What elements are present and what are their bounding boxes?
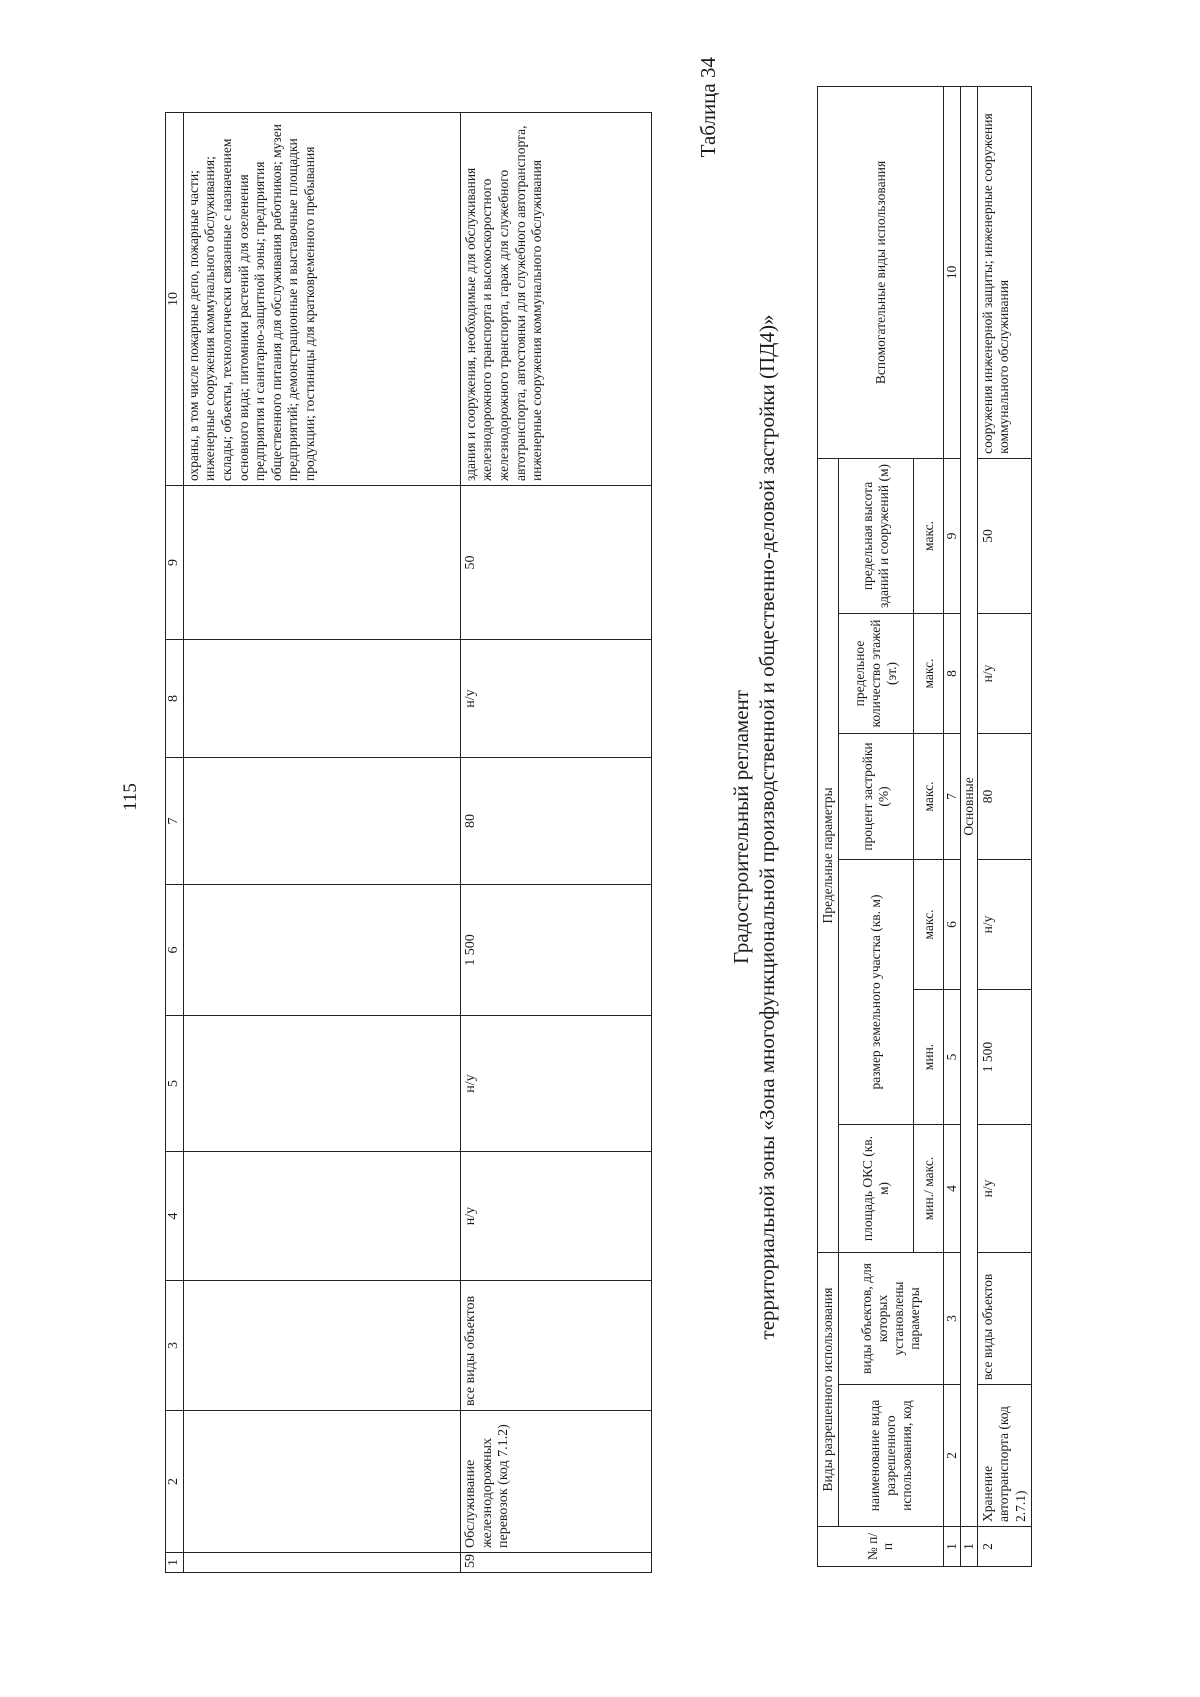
continued-regulation-table	[165, 112, 652, 1573]
col-number: 10	[166, 113, 184, 486]
col-number: 3	[166, 1281, 184, 1411]
zone-regulation-table	[817, 86, 1032, 1567]
col-number: 10	[943, 86, 960, 458]
floor-limit-header: предельное количество этажей (эт.)	[838, 614, 913, 734]
column-number-row	[166, 113, 184, 1573]
col-number: 8	[943, 614, 960, 734]
col-number: 1	[166, 1553, 184, 1573]
col-number: 7	[166, 758, 184, 885]
col-number: 3	[943, 1253, 960, 1385]
row-number: 59	[460, 1553, 651, 1573]
section-row	[961, 86, 978, 1566]
plot-max: 1 500	[460, 885, 651, 1016]
permitted-uses-header: Виды разрешенного использования	[818, 1253, 839, 1527]
col-number: 6	[166, 885, 184, 1016]
table-label-text: Таблица 34	[696, 57, 720, 158]
floors-subheader: макс.	[914, 614, 944, 734]
floor-limit: н/у	[460, 640, 651, 758]
use-name: Хранение автотранспорта (код 2.7.1)	[978, 1385, 1032, 1527]
table-row	[978, 86, 1032, 1566]
object-types: все виды объектов	[460, 1281, 651, 1411]
height-limit: 50	[460, 486, 651, 640]
oks-area-header: площадь ОКС (кв. м)	[838, 1125, 913, 1253]
page-number: 115	[120, 783, 141, 811]
continued-aux-uses: охраны, в том числе пожарные депо, пожарные части; инженерные сооружения коммунального обслуживания; склады; объекты, технологически связанные с назначением основного вида; питомники растений для озеленения предприятия и санитарно-защитной зоны; предприятия общественного питания для обслуживания работников; музеи предприятий; демонстрационные и выставочные площадки продукции; гостиницы для кратковременного пребывания	[183, 113, 460, 486]
col-number: 4	[166, 1152, 184, 1281]
heading-line-1: Градостроительный регламент	[729, 690, 753, 964]
col-number: 1	[943, 1527, 960, 1567]
height-subheader: макс.	[914, 458, 944, 613]
col-number: 9	[166, 486, 184, 640]
plot-min-subheader: мин.	[914, 990, 944, 1125]
height-limit-header: предельная высота зданий и сооружений (м)	[838, 458, 913, 613]
plot-size-header: размер земельного участка (кв. м)	[838, 860, 913, 1125]
header-row-1	[818, 86, 839, 1566]
oks-area-subheader: мин./ макс.	[914, 1125, 944, 1253]
build-percent-header: процент застройки (%)	[838, 734, 913, 860]
build-percent: 80	[460, 758, 651, 885]
col-number: 5	[943, 990, 960, 1125]
object-types-header: виды объектов, для которых установлены параметры	[838, 1253, 943, 1385]
col-number: 8	[166, 640, 184, 758]
object-types: все виды объектов	[978, 1253, 1032, 1385]
table-row	[460, 113, 651, 1573]
height-limit: 50	[978, 458, 1032, 613]
plot-min: 1 500	[978, 990, 1032, 1125]
col-number: 5	[166, 1016, 184, 1152]
section-label: Основные	[961, 86, 978, 1526]
col-number: 2	[166, 1411, 184, 1553]
col-number: 4	[943, 1125, 960, 1253]
limit-parameters-header: Предельные параметры	[818, 458, 839, 1252]
use-name: Обслуживание железнодорожных перевозок (код 7.1.2)	[460, 1411, 651, 1553]
continued-row	[183, 113, 460, 1573]
col-number: 6	[943, 860, 960, 990]
plot-max: н/у	[978, 860, 1032, 990]
column-number-row	[943, 86, 960, 1566]
oks-area: н/у	[460, 1152, 651, 1281]
oks-area: н/у	[978, 1125, 1032, 1253]
build-percent: 80	[978, 734, 1032, 860]
section-number: 1	[961, 1527, 978, 1567]
percent-subheader: макс.	[914, 734, 944, 860]
heading-line-2: территориальной зоны «Зона многофункциональной производственной и общественно-деловой застройки (ПД4)»	[755, 314, 780, 1340]
col-number: 9	[943, 458, 960, 613]
col-number: 2	[943, 1385, 960, 1527]
floor-limit: н/у	[978, 614, 1032, 734]
use-name-header: наименование вида разрешенного использования, код	[838, 1385, 943, 1527]
plot-min: н/у	[460, 1016, 651, 1152]
num-header: № п/п	[818, 1527, 944, 1567]
aux-uses-header: Вспомогательные виды использования	[818, 86, 944, 458]
plot-max-subheader: макс.	[914, 860, 944, 990]
aux-uses: здания и сооружения, необходимые для обслуживания железнодорожного транспорта и высокоскоростного железнодорожного транспорта, гараж для служебного автотранспорта, автостоянки для служебного автотранспорта, инженерные сооружения коммунального обслуживания	[460, 113, 651, 486]
col-number: 7	[943, 734, 960, 860]
aux-uses: сооружения инженерной защиты; инженерные сооружения коммунального обслуживания	[978, 86, 1032, 458]
regulation-heading	[728, 107, 781, 1547]
row-number: 2	[978, 1527, 1032, 1567]
